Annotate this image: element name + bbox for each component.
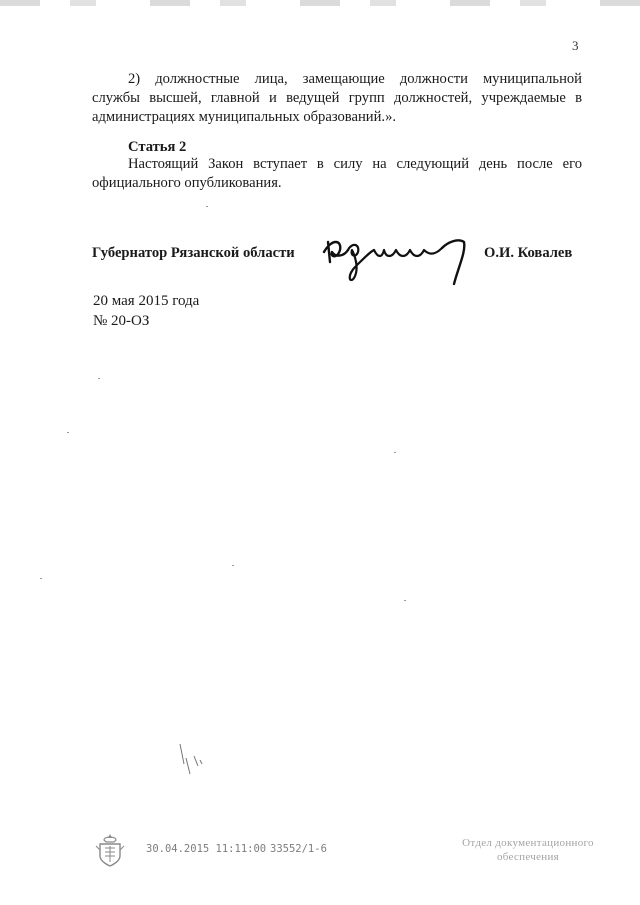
scan-scribble-mark	[172, 742, 208, 778]
article-2-paragraph	[92, 155, 582, 193]
item-2-line-3: администрациях муниципальных образований.».	[92, 109, 397, 125]
scan-speck	[232, 565, 234, 566]
item-2-line-2: службы высшей, главной и ведущей групп должностей, учреждаемые в	[92, 90, 582, 106]
scan-speck	[394, 452, 396, 453]
scan-edge-artifact	[0, 0, 640, 6]
page-number: 3	[572, 38, 579, 53]
item-2-line-1: 2) должностные лица, замещающие должности муниципальной	[128, 71, 582, 87]
scan-speck	[98, 378, 100, 379]
article-2-line-1: Настоящий Закон вступает в силу на следующий день после его	[128, 156, 582, 172]
stamp-department	[448, 836, 608, 864]
scan-speck	[404, 600, 406, 601]
document-number: № 20-ОЗ	[93, 313, 150, 329]
signer-name: О.И. Ковалев	[484, 245, 573, 261]
stamp-datetime: 30.04.2015 11:11:00	[146, 843, 267, 855]
stamp-department-line-2: обеспечения	[496, 851, 560, 863]
article-2-line-2: официального опубликования.	[92, 175, 282, 191]
stamp-registration-number: 33552/1-6	[270, 843, 327, 855]
document-date: 20 мая 2015 года	[93, 293, 200, 309]
signer-title: Губернатор Рязанской области	[92, 245, 295, 261]
item-2-paragraph	[92, 70, 582, 127]
scan-speck	[40, 578, 42, 579]
coat-of-arms-icon	[94, 832, 126, 868]
handwritten-signature	[318, 228, 478, 288]
scan-speck	[206, 206, 208, 207]
article-heading: Статья 2	[128, 139, 187, 155]
stamp-department-line-1: Отдел документационного	[462, 837, 594, 849]
scan-speck	[67, 432, 69, 433]
